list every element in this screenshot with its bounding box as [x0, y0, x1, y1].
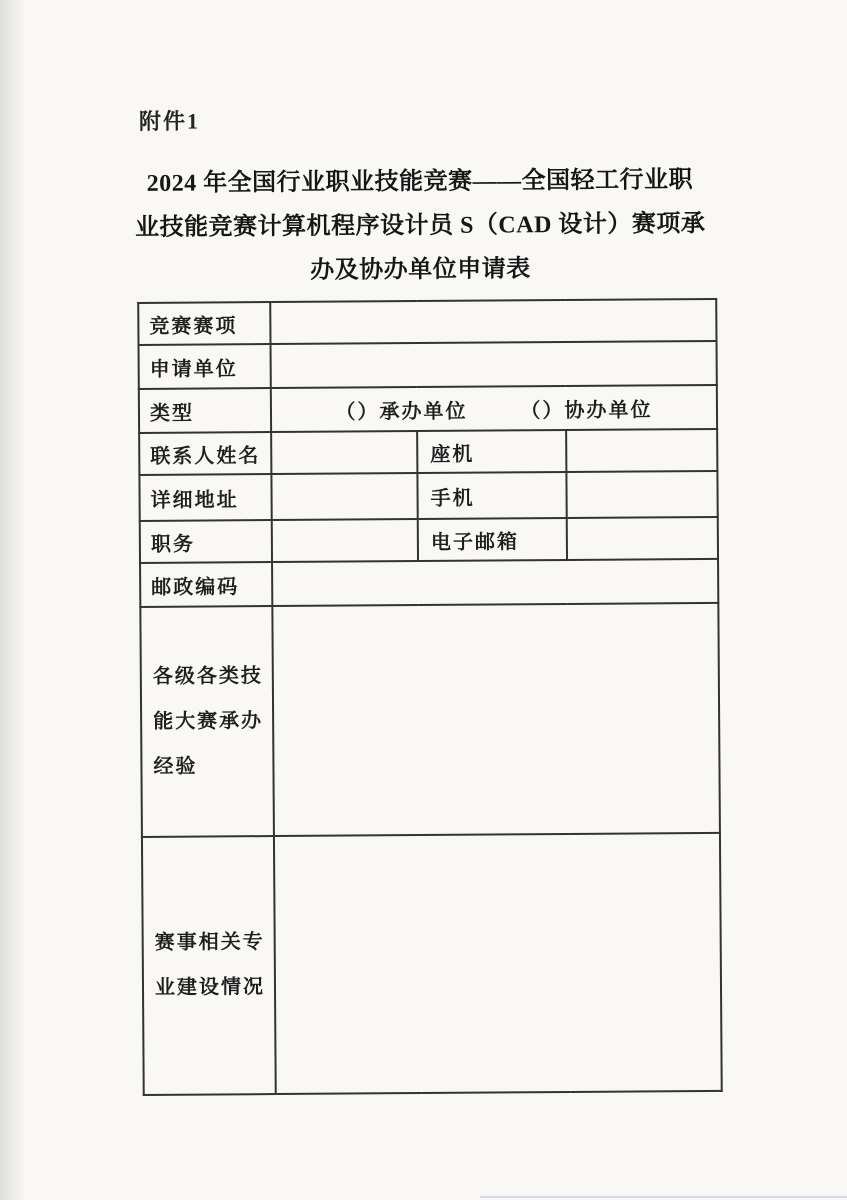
email-label: 电子邮箱	[418, 518, 567, 561]
row-competition-event	[138, 299, 716, 345]
row-hosting-experience	[140, 603, 720, 837]
type-option-co: （）协办单位	[520, 398, 653, 422]
applicant-unit-value-cell	[271, 341, 717, 388]
attachment-label: 附件1	[138, 108, 201, 134]
hosting-experience-label-cell	[140, 606, 274, 837]
position-label: 职务	[140, 520, 272, 563]
type-options-cell	[271, 385, 717, 432]
row-applicant-unit	[139, 341, 717, 389]
row-contact-name	[139, 429, 717, 475]
postal-code-value-cell	[272, 559, 718, 606]
landline-label: 座机	[417, 430, 566, 473]
landline-value-cell	[566, 429, 717, 472]
contact-name-value-cell	[271, 431, 417, 474]
title-line-3: 办及协办单位申请表	[310, 256, 531, 284]
mobile-label: 手机	[417, 472, 566, 519]
row-postal-code	[140, 559, 718, 607]
address-value-cell	[271, 473, 417, 520]
row-position	[140, 517, 718, 563]
type-label: 类型	[139, 388, 271, 433]
major-construction-label-cell	[142, 836, 276, 1095]
row-address	[139, 471, 717, 521]
competition-event-label: 竞赛赛项	[138, 302, 270, 345]
address-label: 详细地址	[139, 474, 271, 521]
applicant-unit-label: 申请单位	[139, 344, 271, 389]
row-type	[139, 385, 717, 433]
major-construction-value-cell	[274, 833, 722, 1094]
major-construction-label: 赛事相关专业建设情况	[154, 931, 266, 999]
hosting-experience-value-cell	[272, 603, 720, 836]
position-value-cell	[272, 519, 418, 562]
competition-event-value-cell	[270, 299, 716, 344]
postal-code-label: 邮政编码	[140, 562, 272, 607]
type-option-host: （）承办单位	[335, 400, 468, 424]
row-major-construction	[142, 833, 722, 1095]
application-form-table	[137, 298, 723, 1096]
document-title	[0, 157, 844, 295]
type-options	[335, 393, 652, 424]
contact-name-label: 联系人姓名	[139, 432, 271, 475]
mobile-value-cell	[566, 471, 717, 518]
title-line-2: 业技能竞赛计算机程序设计员 S（CAD 设计）赛项承	[134, 211, 706, 242]
email-value-cell	[567, 517, 718, 560]
title-line-1: 2024 年全国行业职业技能竞赛——全国轻工行业职	[146, 167, 694, 197]
hosting-experience-label: 各级各类技能大赛承办经验	[152, 664, 264, 778]
